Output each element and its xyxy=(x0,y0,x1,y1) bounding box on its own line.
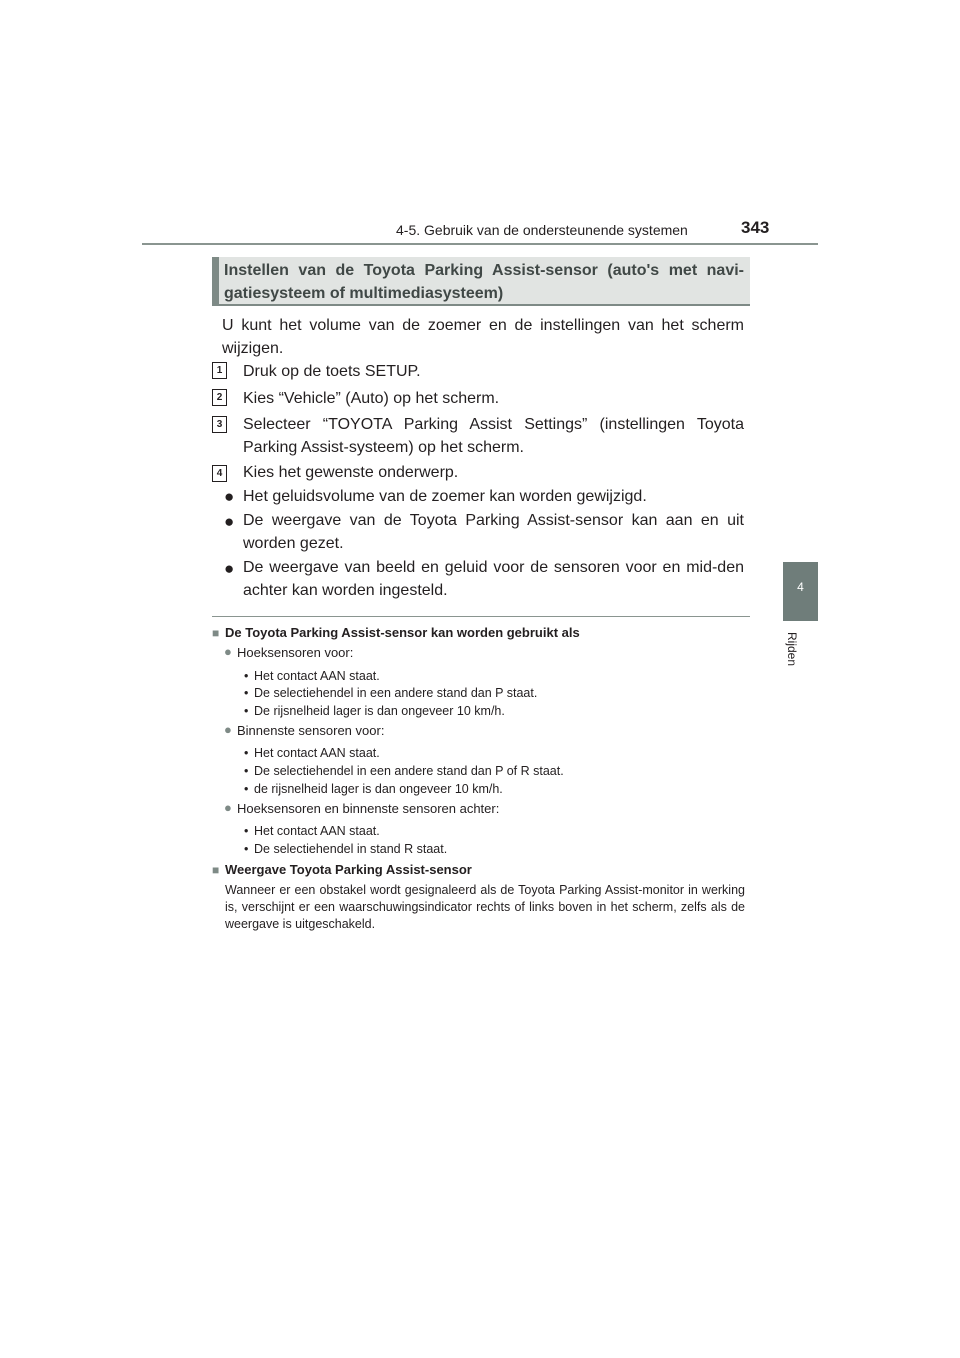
note-group-label: Hoeksensoren en binnenste sensoren achter: xyxy=(237,801,500,816)
note-group-label: Binnenste sensoren voor: xyxy=(237,723,385,738)
section-heading-bar xyxy=(212,257,219,306)
intro-text: U kunt het volume van de zoemer en de instellingen van het scherm wijzigen. xyxy=(222,317,744,357)
section-title: Instellen van de Toyota Parking Assist-sensor (auto's met navi-gatiesysteem of multimediasysteem) xyxy=(224,262,744,302)
note-list-item: • De selectiehendel in een andere stand dan P staat. xyxy=(244,686,538,700)
note-circle-icon: ● xyxy=(224,722,232,737)
chapter-label: Rijden xyxy=(785,632,799,667)
step-text: Kies het gewenste onderwerp. xyxy=(243,464,459,481)
bullet-text: De weergave van beeld en geluid voor de sensoren voor en mid-den achter kan worden ingesteld. xyxy=(243,559,744,599)
step-text: Kies “Vehicle” (Auto) op het scherm. xyxy=(243,390,500,407)
step-text: Selecteer “TOYOTA Parking Assist Settings” (instellingen Toyota Parking Assist-systeem) op het scherm. xyxy=(243,416,744,456)
note-square-icon: ■ xyxy=(212,626,220,640)
page-number: 343 xyxy=(741,218,770,237)
note-list-item: • Het contact AAN staat. xyxy=(244,669,380,683)
step-number: 4 xyxy=(212,465,227,482)
note-list-item: • De selectiehendel in stand R staat. xyxy=(244,842,448,856)
bullet-icon: ● xyxy=(224,559,235,578)
note-title: De Toyota Parking Assist-sensor kan worden gebruikt als xyxy=(225,625,580,640)
chapter-tab: 4 xyxy=(783,562,818,621)
note-circle-icon: ● xyxy=(224,644,232,659)
note-circle-icon: ● xyxy=(224,800,232,815)
bullet-text: Het geluidsvolume van de zoemer kan worden gewijzigd. xyxy=(243,488,647,505)
note-title: Weergave Toyota Parking Assist-sensor xyxy=(225,862,472,877)
header-rule xyxy=(142,243,818,245)
step-text: Druk op de toets SETUP. xyxy=(243,363,421,380)
step-number: 3 xyxy=(212,416,227,433)
note-list-item: • De selectiehendel in een andere stand dan P of R staat. xyxy=(244,764,564,778)
bullet-icon: ● xyxy=(224,512,235,531)
note-list-item: • de rijsnelheid lager is dan ongeveer 10 km/h. xyxy=(244,782,503,796)
note-group-label: Hoeksensoren voor: xyxy=(237,645,354,660)
notes-divider xyxy=(212,616,750,617)
running-head: 4-5. Gebruik van de ondersteunende systemen xyxy=(396,222,688,238)
note-paragraph: Wanneer er een obstakel wordt gesignaleerd als de Toyota Parking Assist-monitor in werking is, verschijnt er een waarschuwingsindicator rechts of links boven in het scherm, zelfs als de weergave is uitgeschakeld. xyxy=(225,883,745,931)
note-list-item: • Het contact AAN staat. xyxy=(244,824,380,838)
note-square-icon: ■ xyxy=(212,863,220,877)
step-number: 2 xyxy=(212,389,227,406)
note-list-item: • De rijsnelheid lager is dan ongeveer 10 km/h. xyxy=(244,704,505,718)
step-number: 1 xyxy=(212,362,227,379)
bullet-icon: ● xyxy=(224,487,235,506)
bullet-text: De weergave van de Toyota Parking Assist-sensor kan aan en uit worden gezet. xyxy=(243,512,744,552)
note-list-item: • Het contact AAN staat. xyxy=(244,746,380,760)
